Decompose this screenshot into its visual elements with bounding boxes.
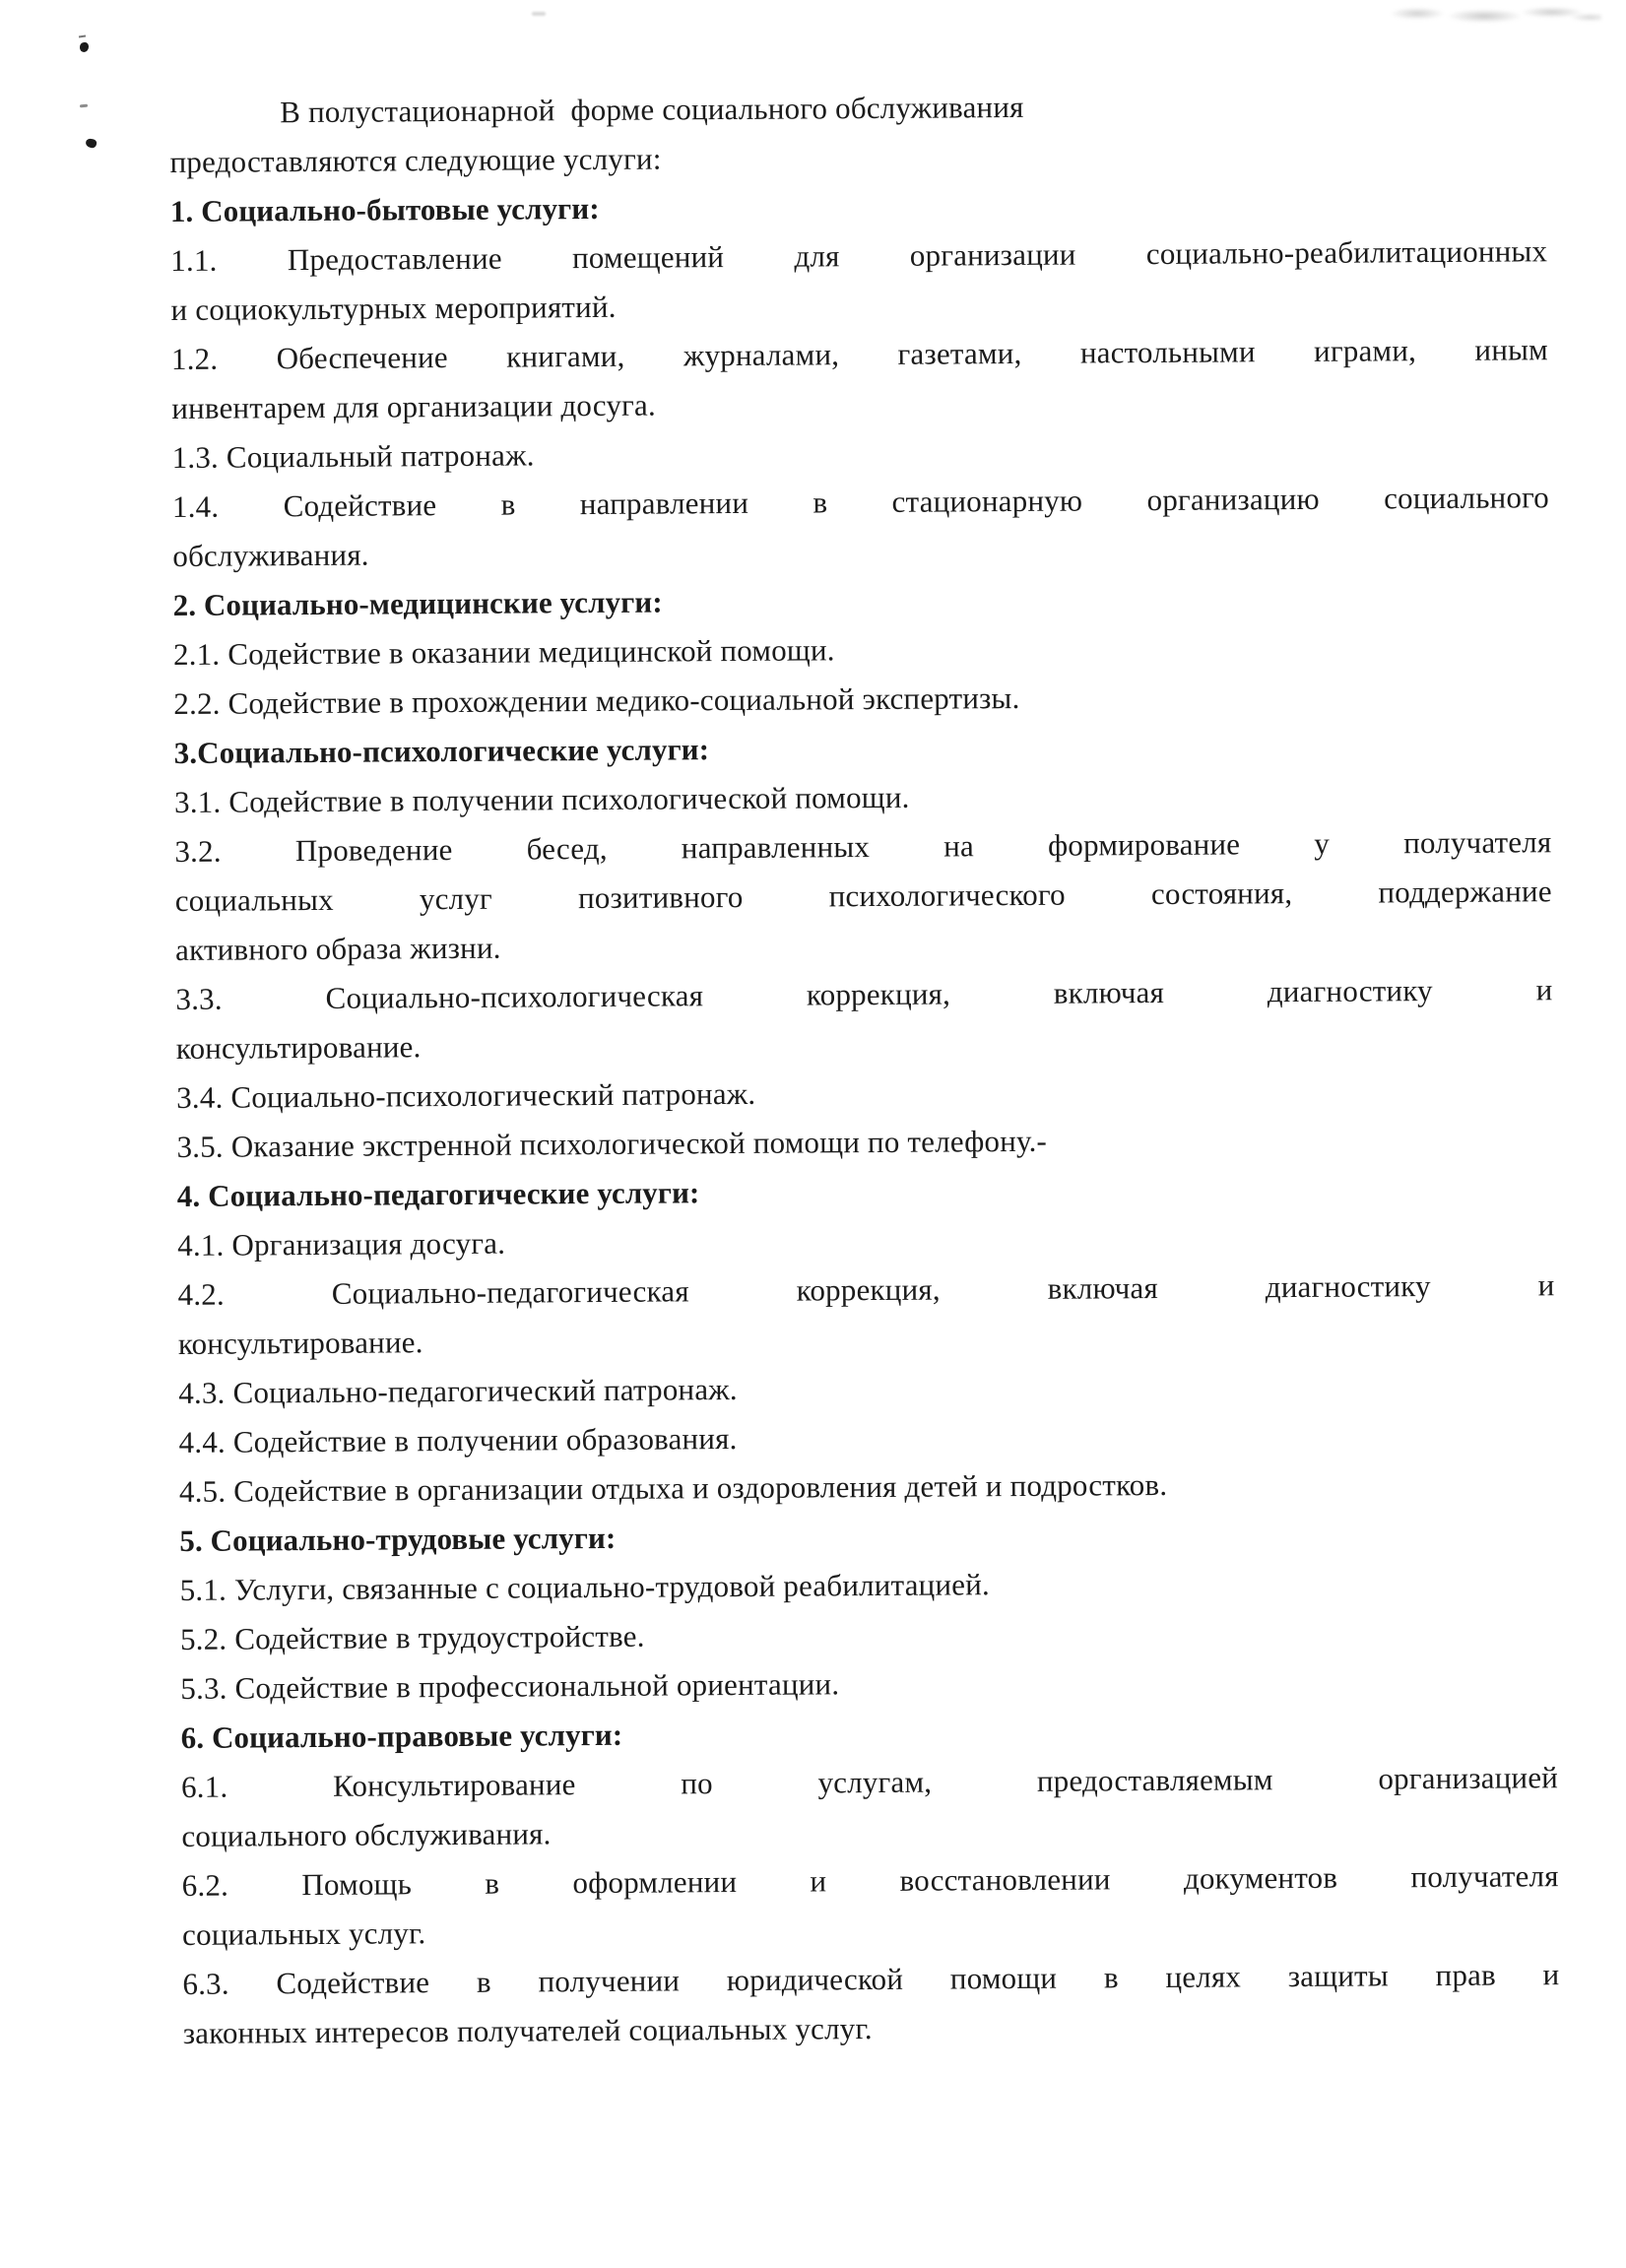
text-line: 3.2. Проведение бесед, направленных на формирование у получателя [174, 824, 1552, 869]
text-line: 6.2. Помощь в оформлении и восстановлении документов получателя [181, 1858, 1559, 1903]
text-line: 1. Социально-бытовые услуги: [169, 190, 600, 228]
text-line: 4.3. Социально-педагогический патронаж. [178, 1372, 738, 1410]
text-line: социального обслуживания. [181, 1816, 552, 1853]
text-line: обслуживания. [172, 537, 369, 573]
text-line: 2. Социально-медицинские услуги: [172, 584, 663, 622]
text-line: 4.2. Социально-педагогическая коррекция, включая диагностику и [177, 1267, 1555, 1312]
text-line: 1.4. Содействие в направлении в стационарную организацию социального [171, 480, 1550, 524]
text-line: 1.1. Предоставление помещений для организации социально-реабилитационных [170, 233, 1548, 278]
text-line: социальных услуг. [181, 1915, 426, 1952]
text-line: 2.1. Содействие в оказании медицинской помощи. [172, 632, 835, 672]
text-line: 4.1. Организация досуга. [177, 1225, 506, 1263]
text-line: 5.3. Содействие в профессиональной ориентации. [180, 1666, 840, 1706]
text-line: 4. Социально-педагогические услуги: [176, 1175, 700, 1213]
ink-dot-artifact [85, 138, 98, 149]
scan-speck-artifact [532, 12, 546, 16]
text-line: 6. Социально-правовые услуги: [180, 1717, 623, 1755]
text-line: 3.4. Социально-психологический патронаж. [176, 1075, 756, 1115]
ink-dash-artifact [80, 104, 88, 108]
text-line: и социокультурных мероприятий. [170, 289, 617, 327]
text-line: 4.5. Содействие в организации отдыха и оздоровления детей и подростков. [178, 1466, 1168, 1509]
text-line: 4.4. Содействие в получении образования. [178, 1421, 738, 1459]
text-line: 3.3. Социально-психологическая коррекция, включая диагностику и [175, 972, 1553, 1016]
ink-dot-artifact [80, 42, 89, 52]
text-line: 3.1. Содействие в получении психологической помощи. [173, 779, 910, 819]
document-text-block [169, 79, 1560, 2058]
text-line: 5. Социально-трудовые услуги: [179, 1520, 617, 1558]
text-line: 5.2. Содействие в трудоустройстве. [179, 1618, 645, 1656]
text-line: В полустационарной форме социального обслуживания [280, 89, 1024, 130]
text-line: 3.5. Оказание экстренной психологической помощи по телефону.- [176, 1123, 1048, 1164]
text-line: законных интересов получателей социальных услуг. [182, 2011, 873, 2050]
text-line: 6.1. Консультирование по услугам, предоставляемым организацией [180, 1760, 1559, 1804]
text-line: 3.Социально-психологические услуги: [173, 732, 710, 770]
text-line: активного образа жизни. [174, 930, 501, 967]
scan-smudge-artifact [1377, 2, 1601, 28]
text-line: 2.2. Содействие в прохождении медико-социальной экспертизы. [173, 680, 1020, 721]
text-line: инвентарем для организации досуга. [171, 387, 657, 425]
text-line: предоставляются следующие услуги: [169, 141, 662, 179]
text-line: 5.1. Услуги, связанные с социально-трудовой реабилитацией. [179, 1567, 991, 1607]
text-line: 1.3. Социальный патронаж. [171, 437, 535, 475]
text-line: социальных услуг позитивного психологического состояния, поддержание [174, 874, 1552, 918]
text-line: 1.2. Обеспечение книгами, журналами, газетами, настольными играми, иным [170, 332, 1549, 376]
text-line: консультирование. [175, 1029, 422, 1066]
text-line: 6.3. Содействие в получении юридической помощи в целях защиты прав и [182, 1957, 1560, 2001]
text-line: консультирование. [177, 1325, 423, 1361]
